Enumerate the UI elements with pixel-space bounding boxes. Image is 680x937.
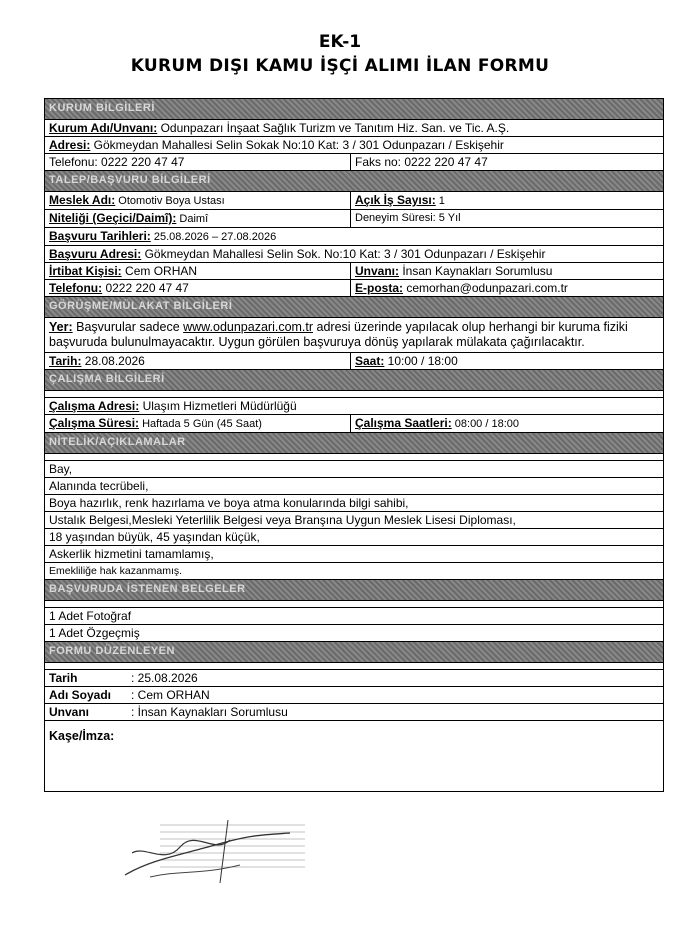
section-gorusme-header: GÖRÜŞME/MÜLAKAT BİLGİLERİ	[45, 297, 663, 318]
talep-meslek-row: Meslek Adı: Otomotiv Boya Ustası Açık İş Sayısı: 1	[45, 192, 663, 210]
calisma-sure-row: Çalışma Süresi: Haftada 5 Gün (45 Saat) Çalışma Saatleri: 08:00 / 18:00	[45, 415, 663, 433]
talep-iletisim-row: Telefonu: 0222 220 47 47 E-posta: cemorhan@odunpazari.com.tr	[45, 280, 663, 297]
list-item: Askerlik hizmetini tamamlamış,	[45, 546, 663, 563]
list-item: Emekliliğe hak kazanmamış.	[45, 563, 663, 580]
section-kurum-header: KURUM BİLGİLERİ	[45, 99, 663, 120]
list-item: Bay,	[45, 461, 663, 478]
gorusme-yer: Yer: Başvurular sadece www.odunpazari.com.tr adresi üzerinde yapılacak olup herhangi bir kuruma fiziki başvuruda bulunulmayacaktır. Uygun görülen başvuruya dönüş yapılarak mülakata çağırılacaktır.	[45, 318, 663, 353]
kurum-tel-row: Telefonu: 0222 220 47 47 Faks no: 0222 220 47 47	[45, 154, 663, 171]
section-calisma-header: ÇALIŞMA BİLGİLERİ	[45, 370, 663, 391]
kurum-adres-row: Adresi: Gökmeydan Mahallesi Selin Sokak No:10 Kat: 3 / 301 Odunpazarı / Eskişehir	[45, 137, 663, 154]
talep-adres-row: Başvuru Adresi: Gökmeydan Mahallesi Selin Sok. No:10 Kat: 3 / 301 Odunpazarı / Eskişehir	[45, 246, 663, 263]
onay-tarih-row: Tarih : 25.08.2026	[45, 670, 663, 687]
gorusme-tarih-row: Tarih: 28.08.2026 Saat: 10:00 / 18:00	[45, 353, 663, 370]
talep-nitelik-row: Niteliği (Geçici/Daimî): Daimî Deneyim Süresi: 5 Yıl	[45, 210, 663, 228]
list-item: Alanında tecrübeli,	[45, 478, 663, 495]
list-item: 18 yaşından büyük, 45 yaşından küçük,	[45, 529, 663, 546]
website-link[interactable]: www.odunpazari.com.tr	[183, 320, 314, 334]
announcement-form	[44, 98, 664, 792]
talep-irtibat-row: İrtibat Kişisi: Cem ORHAN Unvanı: İnsan Kaynakları Sorumlusu	[45, 263, 663, 280]
section-onay-header: FORMU DÜZENLEYEN	[45, 642, 663, 663]
list-item: 1 Adet Fotoğraf	[45, 608, 663, 625]
section-nitelik-header: NİTELİK/AÇIKLAMALAR	[45, 433, 663, 454]
list-item: 1 Adet Özgeçmiş	[45, 625, 663, 642]
section-belgeler-header: BAŞVURUDA İSTENEN BELGELER	[45, 580, 663, 601]
section-talep-header: TALEP/BAŞVURU BİLGİLERİ	[45, 171, 663, 192]
calisma-adres-row: Çalışma Adresi: Ulaşım Hizmetleri Müdürlüğü	[45, 398, 663, 415]
kurum-ad-row: Kurum Adı/Unvanı: Odunpazarı İnşaat Sağlık Turizm ve Tanıtım Hiz. San. ve Tic. A.Ş.	[45, 120, 663, 137]
onay-ad-row: Adı Soyadı : Cem ORHAN	[45, 687, 663, 704]
signature-area	[45, 721, 663, 791]
nitelik-list	[45, 461, 663, 580]
form-title: KURUM DIŞI KAMU İŞÇİ ALIMI İLAN FORMU	[130, 56, 550, 76]
kase-imza-label: Kaşe/İmza:	[49, 729, 115, 743]
document-label: EK-1	[318, 32, 362, 52]
stamp-signature-image	[120, 815, 320, 885]
onay-unvan-row: Unvanı : İnsan Kaynakları Sorumlusu	[45, 704, 663, 721]
list-item: Boya hazırlık, renk hazırlama ve boya atma konularında bilgi sahibi,	[45, 495, 663, 512]
talep-tarih-row: Başvuru Tarihleri: 25.08.2026 – 27.08.2026	[45, 228, 663, 246]
list-item: Ustalık Belgesi,Mesleki Yeterlilik Belgesi veya Branşına Uygun Meslek Lisesi Diploması,	[45, 512, 663, 529]
